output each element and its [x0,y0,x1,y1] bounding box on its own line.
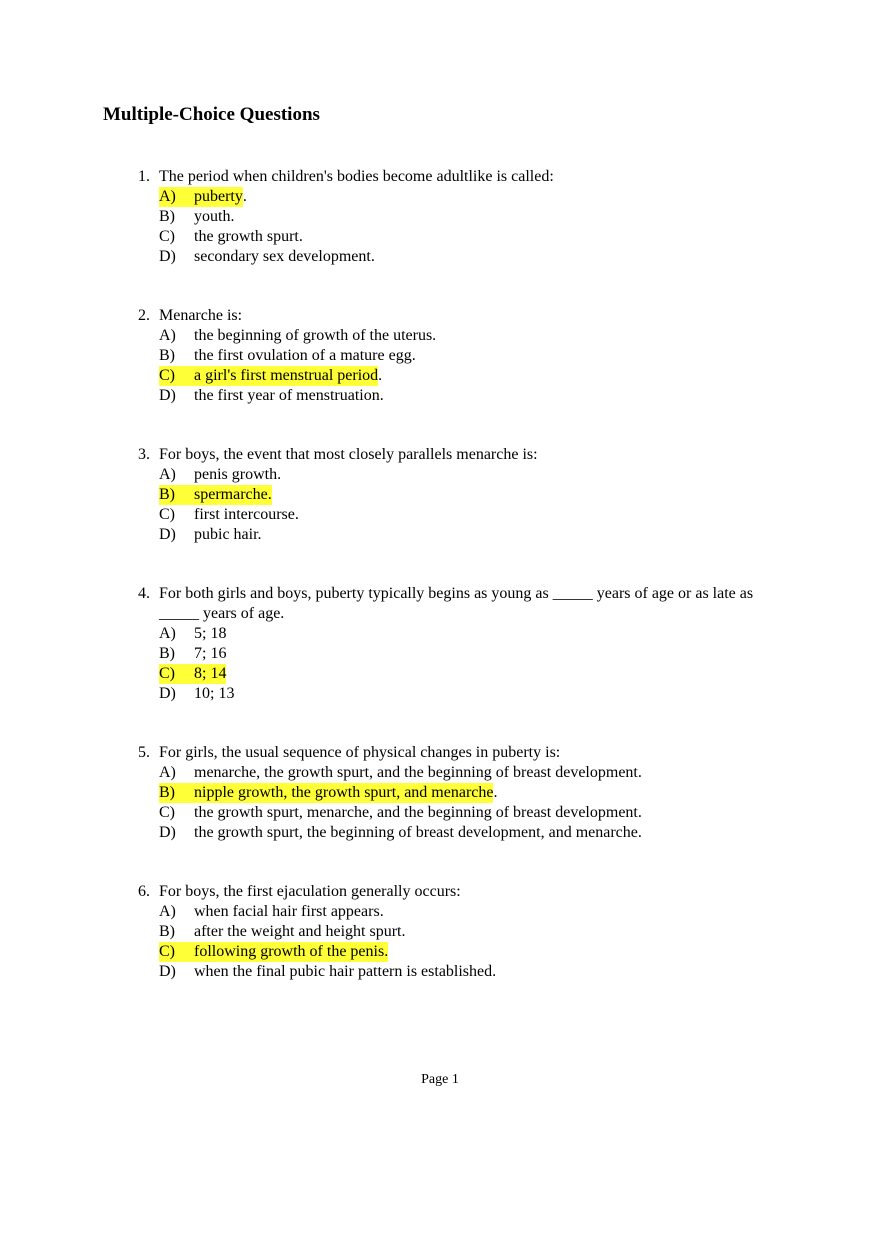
option-highlight [159,624,226,644]
option-text: youth. [194,208,235,225]
option-text: first intercourse. [194,506,299,523]
question-number: 1. [138,168,150,185]
option-c [159,803,778,823]
option-letter: B) [159,347,175,364]
option-letter: D) [159,248,176,265]
option-c [159,366,778,386]
option-text: the growth spurt. [194,228,303,245]
option-highlight [159,326,436,346]
option-letter: D) [159,824,176,841]
option-highlight [159,505,299,525]
option-text: following growth of the penis. [194,943,389,960]
option-letter: D) [159,387,176,404]
option-text: the growth spurt, menarche, and the beginning of breast development. [194,804,642,821]
option-a [159,624,778,644]
option-letter: A) [159,903,176,920]
option-b [159,207,778,227]
option-highlight [159,783,493,803]
option-highlight [159,386,384,406]
option-c [159,664,778,684]
option-letter: B) [159,645,175,662]
option-letter: B) [159,486,175,503]
question-text: For both girls and boys, puberty typically begins as young as _____ years of age or as late as _____ years of age. [159,585,754,622]
option-text: penis growth. [194,466,282,483]
option-highlight [159,922,406,942]
option-highlight [159,902,384,922]
option-suffix: . [493,784,498,801]
option-highlight [159,346,416,366]
option-letter: D) [159,526,176,543]
option-text: pubic hair. [194,526,262,543]
option-highlight [159,962,496,982]
option-text: 8; 14 [194,665,227,682]
option-letter: D) [159,963,176,980]
option-d [159,684,778,704]
question-stem [138,743,778,763]
option-suffix: . [378,367,383,384]
option-text: a girl's first menstrual period [194,367,379,384]
option-c [159,227,778,247]
option-letter: C) [159,506,175,523]
question-number: 3. [138,446,150,463]
option-c [159,505,778,525]
option-text: 7; 16 [194,645,227,662]
option-highlight [159,823,642,843]
question-stem [138,882,778,902]
question-number: 2. [138,307,150,324]
option-letter: A) [159,764,176,781]
option-highlight [159,485,272,505]
option-text: secondary sex development. [194,248,375,265]
option-d [159,823,778,843]
option-text: the first ovulation of a mature egg. [194,347,416,364]
question-stem [138,445,778,465]
option-letter: C) [159,665,175,682]
question-stem [138,584,778,624]
option-highlight [159,684,234,704]
option-a [159,902,778,922]
option-text: when facial hair first appears. [194,903,384,920]
option-highlight [159,366,378,386]
option-b [159,644,778,664]
option-c [159,942,778,962]
question-6 [138,882,778,982]
option-d [159,247,778,267]
option-text: when the final pubic hair pattern is established. [194,963,497,980]
option-text: the beginning of growth of the uterus. [194,327,437,344]
option-letter: C) [159,804,175,821]
option-letter: A) [159,466,176,483]
option-letter: C) [159,943,175,960]
option-text: the growth spurt, the beginning of breast development, and menarche. [194,824,642,841]
question-text: Menarche is: [159,307,243,324]
option-text: the first year of menstruation. [194,387,384,404]
option-letter: B) [159,208,175,225]
option-highlight [159,187,243,207]
question-text: The period when children's bodies become adultlike is called: [159,168,554,185]
question-text: For girls, the usual sequence of physical changes in puberty is: [159,744,561,761]
option-a [159,326,778,346]
question-number: 4. [138,585,150,602]
option-text: puberty [194,188,243,205]
option-highlight [159,763,642,783]
question-4 [138,584,778,704]
option-text: 5; 18 [194,625,227,642]
question-text: For boys, the first ejaculation generally occurs: [159,883,461,900]
option-letter: D) [159,685,176,702]
option-highlight [159,664,226,684]
option-text: after the weight and height spurt. [194,923,406,940]
question-text: For boys, the event that most closely parallels menarche is: [159,446,538,463]
option-highlight [159,525,262,545]
option-text: 10; 13 [194,685,235,702]
option-highlight [159,227,303,247]
option-highlight [159,247,375,267]
question-5 [138,743,778,843]
option-highlight [159,803,642,823]
option-text: menarche, the growth spurt, and the beginning of breast development. [194,764,642,781]
option-a [159,465,778,485]
option-text: nipple growth, the growth spurt, and menarche [194,784,494,801]
option-letter: A) [159,327,176,344]
option-letter: B) [159,784,175,801]
option-text: spermarche. [194,486,272,503]
page-number: Page 1 [421,1072,459,1087]
option-b [159,485,778,505]
option-d [159,525,778,545]
option-a [159,763,778,783]
option-highlight [159,942,388,962]
question-stem [138,306,778,326]
page-title: Multiple-Choice Questions [103,104,320,125]
question-3 [138,445,778,545]
option-b [159,783,778,803]
option-highlight [159,207,234,227]
option-suffix: . [242,188,247,205]
option-d [159,386,778,406]
option-letter: A) [159,625,176,642]
option-highlight [159,644,226,664]
option-b [159,346,778,366]
option-a [159,187,778,207]
option-letter: A) [159,188,176,205]
question-number: 5. [138,744,150,761]
option-d [159,962,778,982]
option-letter: B) [159,923,175,940]
option-letter: C) [159,367,175,384]
option-highlight [159,465,281,485]
question-number: 6. [138,883,150,900]
option-letter: C) [159,228,175,245]
question-2 [138,306,778,406]
question-stem [138,167,778,187]
question-1 [138,167,778,267]
option-b [159,922,778,942]
